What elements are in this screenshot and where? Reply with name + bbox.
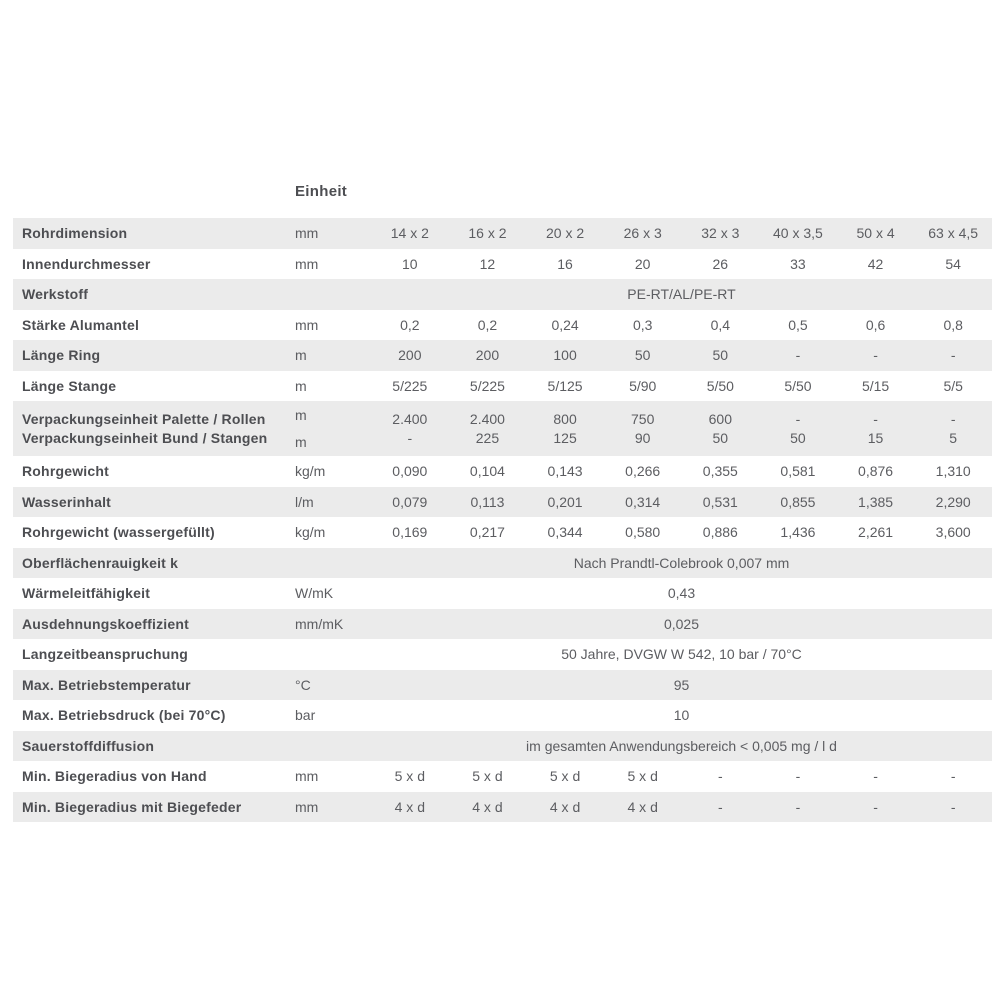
value-cell: 0,104: [469, 463, 505, 480]
value-cell: 0,090: [392, 463, 428, 480]
value-cell: 0,876: [858, 463, 894, 480]
row-label: Rohrdimension: [22, 225, 128, 242]
value-cell: 0,855: [780, 493, 816, 510]
merged-value-cell: 95: [673, 676, 690, 693]
value-cell: 200: [398, 347, 422, 364]
value-cell: 0,8: [943, 316, 963, 333]
unit-cell: l/m: [295, 493, 314, 510]
row-label: [13, 410, 283, 448]
value-cell: 5/5: [943, 377, 963, 394]
value-cell: 5 x d: [472, 768, 503, 785]
value-cell: 50: [712, 347, 729, 364]
row-label: Länge Stange: [22, 377, 117, 394]
value-cell: [837, 410, 915, 448]
unit-cell: °C: [295, 676, 311, 693]
value-cell: 0,201: [547, 493, 583, 510]
table-row: [13, 310, 992, 341]
value-cell: 20 x 2: [545, 225, 585, 242]
value-cell: 4 x d: [549, 798, 581, 815]
table-row: [13, 670, 992, 701]
value-cell: 0,5: [788, 316, 808, 333]
value-cell: 33: [790, 255, 806, 272]
table-row: [13, 548, 992, 579]
table-row: [13, 761, 992, 792]
merged-value-cell: 0,43: [667, 585, 696, 602]
value-cell: 4 x d: [472, 798, 503, 815]
table-row: [13, 401, 992, 456]
table-row: [13, 371, 992, 402]
value-cell: 0,266: [625, 463, 661, 480]
value-cell: -: [950, 347, 956, 364]
value-cell: 5 x d: [549, 768, 581, 785]
table-row: [13, 639, 992, 670]
unit-cell: W/mK: [295, 585, 334, 602]
unit-cell: mm/mK: [295, 615, 344, 632]
table-row: [13, 731, 992, 762]
table-row: [13, 792, 992, 823]
row-label: Min. Biegeradius mit Biegefeder: [22, 798, 242, 815]
value-cell: 0,079: [392, 493, 428, 510]
value-cell: 5/50: [784, 377, 812, 394]
value-cell: 0,169: [392, 524, 428, 541]
value-cell: 5/225: [469, 377, 505, 394]
value-line: 750: [631, 410, 655, 427]
unit-cell: m: [295, 347, 307, 364]
table-row: [13, 517, 992, 548]
value-cell: [682, 410, 760, 448]
unit-cell: mm: [295, 316, 319, 333]
value-line: 600: [708, 410, 732, 427]
value-cell: 0,2: [477, 316, 498, 333]
value-cell: 54: [945, 255, 961, 272]
table-row: [13, 218, 992, 249]
row-label: Sauerstoffdiffusion: [22, 737, 155, 754]
table-row: [13, 609, 992, 640]
value-cell: -: [950, 798, 956, 815]
row-label-line: Verpackungseinheit Palette / Rollen: [22, 410, 266, 427]
merged-value-cell: Nach Prandtl-Colebrook 0,007 mm: [573, 554, 790, 571]
row-label: Wasserinhalt: [22, 493, 112, 510]
value-cell: 5/225: [392, 377, 428, 394]
row-label: Wärmeleitfähigkeit: [22, 585, 151, 602]
value-cell: [526, 410, 604, 448]
value-cell: [449, 410, 527, 448]
row-label: Werkstoff: [22, 286, 89, 303]
merged-value-cell: 50 Jahre, DVGW W 542, 10 bar / 70°C: [561, 646, 802, 663]
row-label-line: Verpackungseinheit Bund / Stangen: [22, 429, 268, 446]
value-line: 2.400: [469, 410, 505, 427]
value-cell: 26 x 3: [623, 225, 662, 242]
value-cell: [604, 410, 682, 448]
value-line: -: [407, 429, 413, 446]
value-cell: 0,580: [625, 524, 661, 541]
value-cell: 42: [867, 255, 884, 272]
value-cell: 0,344: [547, 524, 583, 541]
unit-cell: mm: [295, 798, 319, 815]
value-line: 125: [553, 429, 577, 446]
merged-value-cell: im gesamten Anwendungsbereich < 0,005 mg / l d: [526, 737, 837, 754]
value-cell: 20: [634, 255, 651, 272]
table-row: [13, 340, 992, 371]
value-cell: 16: [557, 255, 573, 272]
value-cell: 50: [634, 347, 651, 364]
table-row: [13, 578, 992, 609]
value-line: -: [873, 410, 878, 427]
unit-cell: kg/m: [295, 524, 326, 541]
value-cell: 1,310: [935, 463, 971, 480]
row-label: Stärke Alumantel: [22, 316, 140, 333]
value-cell: [371, 410, 449, 448]
value-cell: 0,314: [625, 493, 661, 510]
table-row: [13, 487, 992, 518]
value-cell: 32 x 3: [701, 225, 740, 242]
value-cell: 100: [553, 347, 577, 364]
value-line: 225: [475, 429, 500, 446]
value-line: -: [795, 410, 801, 427]
unit-cell: mm: [295, 255, 319, 272]
value-cell: 63 x 4,5: [928, 225, 979, 242]
value-cell: 200: [475, 347, 500, 364]
value-cell: -: [950, 768, 956, 785]
value-line: 50: [712, 429, 729, 446]
table-row: [13, 249, 992, 280]
value-cell: [759, 410, 837, 448]
merged-value-cell: 10: [673, 707, 690, 724]
row-label: Länge Ring: [22, 347, 101, 364]
value-cell: 4 x d: [627, 798, 658, 815]
row-label: Innendurchmesser: [22, 255, 151, 272]
value-line: 50: [790, 429, 806, 446]
value-cell: 3,600: [935, 524, 971, 541]
unit-cell: bar: [295, 707, 316, 724]
value-cell: 0,531: [702, 493, 738, 510]
row-label: Langzeitbeanspruchung: [22, 646, 188, 663]
value-line: 2.400: [392, 410, 428, 427]
value-cell: 40 x 3,5: [773, 225, 823, 242]
value-cell: -: [873, 798, 878, 815]
value-cell: -: [873, 768, 878, 785]
unit-cell: mm: [295, 225, 319, 242]
value-cell: -: [795, 347, 801, 364]
value-line: 5: [949, 429, 958, 446]
value-cell: 5 x d: [627, 768, 658, 785]
value-cell: 5 x d: [394, 768, 425, 785]
unit-cell: mm: [295, 768, 319, 785]
value-cell: 0,2: [400, 316, 420, 333]
value-cell: 5/90: [629, 377, 657, 394]
unit-cell: kg/m: [295, 463, 326, 480]
value-cell: 16 x 2: [468, 225, 507, 242]
value-cell: 1,385: [858, 493, 894, 510]
value-cell: 26: [712, 255, 729, 272]
row-label: Rohrgewicht (wassergefüllt): [22, 524, 215, 541]
value-cell: 5/50: [706, 377, 734, 394]
value-cell: 5/15: [861, 377, 890, 394]
value-cell: 0,6: [865, 316, 886, 333]
value-line: 15: [867, 429, 884, 446]
value-cell: 2,261: [858, 524, 894, 541]
unit-column-header: Einheit: [295, 183, 348, 200]
value-cell: 0,143: [547, 463, 583, 480]
value-cell: -: [795, 798, 801, 815]
value-cell: 0,113: [470, 493, 505, 510]
value-cell: 0,886: [702, 524, 738, 541]
value-cell: 50 x 4: [856, 225, 895, 242]
table-row: [13, 700, 992, 731]
value-cell: [914, 410, 992, 448]
merged-value-cell: PE-RT/AL/PE-RT: [627, 286, 736, 303]
value-cell: -: [873, 347, 878, 364]
value-cell: 0,24: [551, 316, 579, 333]
value-cell: 2,290: [935, 493, 971, 510]
value-cell: 1,436: [780, 524, 816, 541]
value-cell: 0,581: [780, 463, 816, 480]
value-cell: 10: [402, 255, 418, 272]
value-cell: 14 x 2: [390, 225, 429, 242]
value-line: 90: [634, 429, 651, 446]
value-cell: 5/125: [547, 377, 583, 394]
value-cell: 0,217: [469, 524, 505, 541]
unit-cell: [283, 402, 371, 456]
table-row: [13, 456, 992, 487]
value-cell: 0,355: [702, 463, 738, 480]
row-label: Ausdehnungskoeffizient: [22, 615, 189, 632]
unit-cell: m: [295, 377, 307, 394]
value-cell: 0,3: [632, 316, 653, 333]
value-line: -: [950, 410, 956, 427]
value-cell: 12: [479, 255, 496, 272]
table-row: [13, 279, 992, 310]
row-label: Max. Betriebsdruck (bei 70°C): [22, 707, 226, 724]
value-cell: -: [717, 798, 723, 815]
value-line: 800: [553, 410, 577, 427]
row-label: Rohrgewicht: [22, 463, 109, 480]
row-label: Min. Biegeradius von Hand: [22, 768, 207, 785]
value-cell: 0,4: [710, 316, 731, 333]
unit-line: m: [295, 433, 307, 450]
value-cell: 4 x d: [394, 798, 425, 815]
row-label: Oberflächenrauigkeit k: [22, 554, 179, 571]
spec-table: [13, 218, 992, 822]
merged-value-cell: 0,025: [663, 615, 700, 632]
value-cell: -: [795, 768, 801, 785]
row-label: Max. Betriebstemperatur: [22, 676, 191, 693]
value-cell: -: [717, 768, 723, 785]
unit-line: m: [295, 406, 307, 423]
